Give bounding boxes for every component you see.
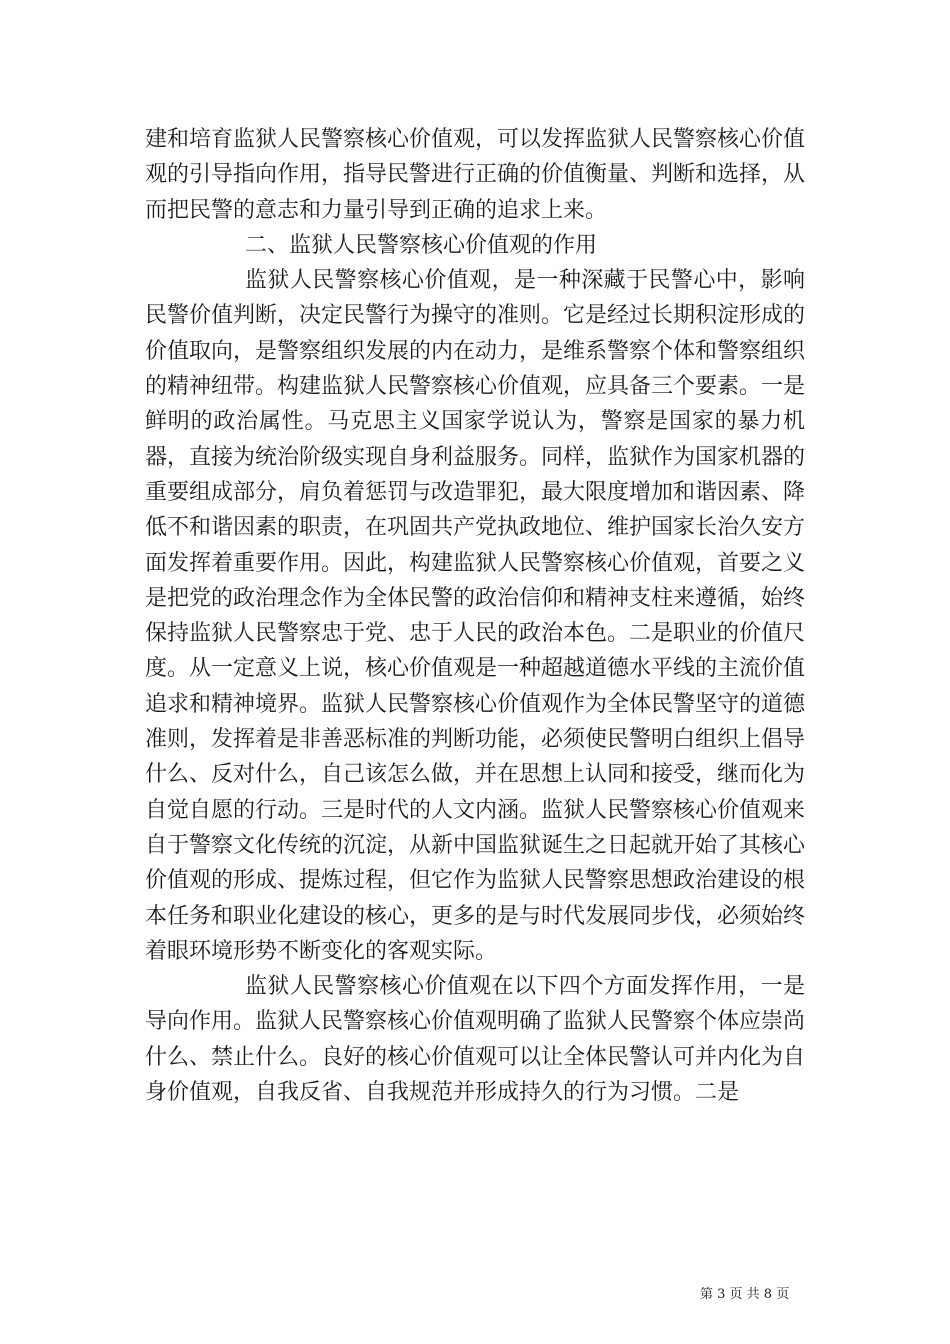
page-number-footer: 第 3 页 共 8 页 (700, 1287, 790, 1302)
section-heading: 二、监狱人民警察核心价值观的作用 (245, 232, 598, 258)
body-text (145, 122, 805, 1110)
paragraph-functions: 监狱人民警察核心价值观在以下四个方面发挥作用，一是导向作用。监狱人民警察核心价值观明确了监狱人民警察个体应崇尚什么、禁止什么。良好的核心价值观可以让全体民警认可并内化为自身价值观，自我反省、自我规范并形成持久的行为习惯。二是 (145, 974, 806, 1106)
paragraph-continuation: 建和培育监狱人民警察核心价值观，可以发挥监狱人民警察核心价值观的引导指向作用，指导民警进行正确的价值衡量、判断和选择，从而把民警的意志和力量引导到正确的追求上来。 (145, 127, 806, 223)
paragraph-elements: 监狱人民警察核心价值观，是一种深藏于民警心中，影响民警价值判断，决定民警行为操守的准则。它是经过长期积淀形成的价值取向，是警察组织发展的内在动力，是维系警察个体和警察组织的精神纽带。构建监狱人民警察核心价值观，应具备三个要素。一是鲜明的政治属性。马克思主义国家学说认为，警察是国家的暴力机器，直接为统治阶级实现自身利益服务。同样，监狱作为国家机器的重要组成部分，肩负着惩罚与改造罪犯，最大限度增加和谐因素、降低不和谐因素的职责，在巩固共产党执政地位、维护国家长治久安方面发挥着重要作用。因此，构建监狱人民警察核心价值观，首要之义是把党的政治理念作为全体民警的政治信仰和精神支柱来遵循，始终保持监狱人民警察忠于党、忠于人民的政治本色。二是职业的价值尺度。从一定意义上说，核心价值观是一种超越道德水平线的主流价值追求和精神境界。监狱人民警察核心价值观作为全体民警坚守的道德准则，发挥着是非善恶标准的判断功能，必须使民警明白组织上倡导什么、反对什么，自己该怎么做，并在思想上认同和接受，继而化为自觉自愿的行动。三是时代的人文内涵。监狱人民警察核心价值观来自于警察文化传统的沉淀，从新中国监狱诞生之日起就开始了其核心价值观的形成、提炼过程，但它作为监狱人民警察思想政治建设的根本任务和职业化建设的核心，更多的是与时代发展同步伐，必须始终着眼环境形势不断变化的客观实际。 (145, 268, 806, 964)
